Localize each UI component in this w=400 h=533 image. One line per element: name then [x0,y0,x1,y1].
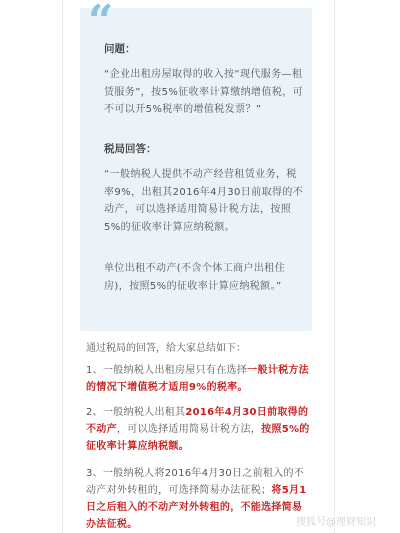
summary-item-2-highlight-date: 2016年4月30日前取得的不动产 [86,407,309,435]
summary-item-1 [86,362,312,396]
summary-item-2-text-mid: ，可以选择适用简易计税方法， [116,424,262,435]
summary-item-2 [86,404,312,455]
summary-item-1-text: 1、一般纳税人出租房屋只有在选择 [86,365,248,376]
content-rail-right [334,0,335,533]
question-text: “企业出租房屋取得的收入按“现代服务—租赁服务”，按5%征收率计算缴纳增值税，可不可以开5%税率的增值税发票？” [104,69,304,115]
summary-item-1-highlight: 一般计税方法的情况下增值税才适用9%的税率。 [86,365,309,393]
question-label: 问题： [104,43,136,55]
summary-item-2-text: 2、一般纳税人出租其 [86,407,186,418]
quote-mark-icon: “ [88,0,114,47]
watermark-text: 搜狐号@理财知识 [296,517,376,528]
summary-item-3-highlight: 将5月1日之后租入的不动产对外转租的，不能选择简易办法征税。 [86,485,307,530]
summary-item-3 [86,465,312,533]
answer-paragraph-2: 单位出租不动产(不含个体工商户出租住房)，按照5%的征收率计算应纳税额。” [104,263,286,292]
summary-lead: 通过税局的回答，给大家总结如下： [86,343,246,354]
answer-paragraph-1: “一般纳税人提供不动产经营租赁业务，税率9%，出租其2016年4月30日前取得的不动产，可以选择适用简易计税方法，按照5%的征收率计算应纳税额。 [104,169,304,233]
quote-card [80,0,312,331]
content-rail-left [62,0,63,533]
summary-item-2-highlight-rate: 按照5%的征收率计算应纳税额。 [86,424,310,452]
answer-label: 税局回答： [104,143,157,155]
summary-item-3-text: 3、一般纳税人将2016年4月30日之前租入的不动产对外转租的，可选择简易办法征税； [86,468,305,496]
